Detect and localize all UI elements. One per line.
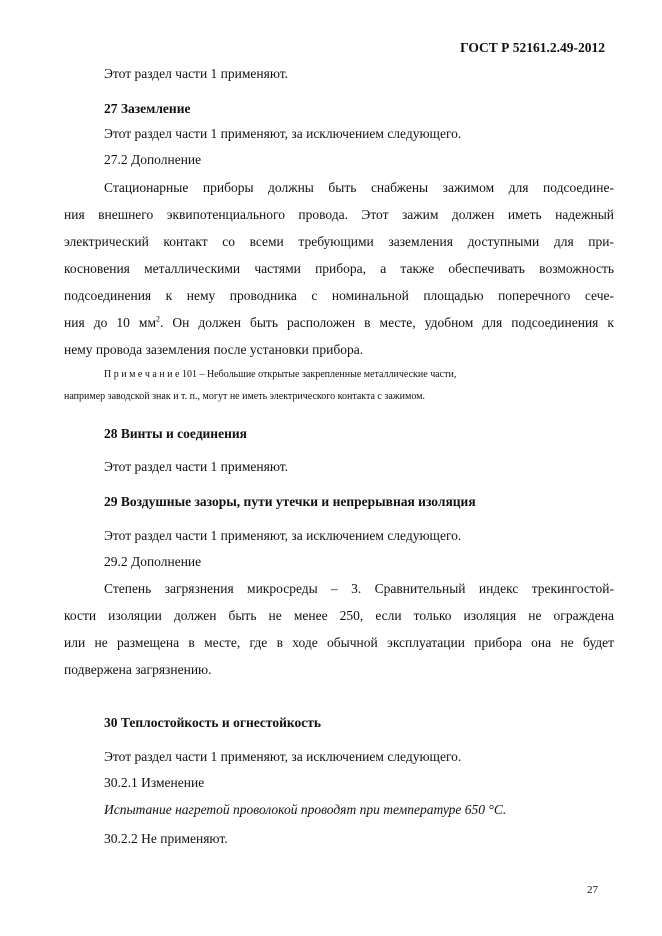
document-standard-id: ГОСТ Р 52161.2.49-2012 <box>460 40 605 55</box>
subsection-29-2-title: 29.2 Дополнение <box>104 554 202 569</box>
section-29-heading: 29 Воздушные зазоры, пути утечки и непрерывная изоляция <box>104 494 476 509</box>
section-27-intro: Этот раздел части 1 применяют, за исключением следующего. <box>104 126 462 141</box>
note-line: П р и м е ч а н и е 101 – Небольшие открытые закрепленные металлические части, <box>104 369 457 380</box>
paragraph-text: . Он должен быть расположен в месте, удобном для подсоединения к <box>159 315 614 330</box>
subsection-27-2-title: 27.2 Дополнение <box>104 152 202 167</box>
paragraph-line: или не размещена в месте, где в ходе обычной эксплуатации прибора она не будет <box>64 635 614 650</box>
section-30-intro: Этот раздел части 1 применяют, за исключением следующего. <box>104 749 462 764</box>
section-30-heading: 30 Теплостойкость и огнестойкость <box>104 715 321 730</box>
note-line: например заводской знак и т. п., могут не иметь электрического контакта с зажимом. <box>64 391 425 402</box>
section-28-heading: 28 Винты и соединения <box>104 426 247 441</box>
subsection-30-2-2-text: 30.2.2 Не применяют. <box>104 831 228 846</box>
paragraph-text: ния до 10 мм <box>64 315 156 330</box>
superscript: 2 <box>155 314 160 324</box>
subsection-30-2-1-title: 30.2.1 Изменение <box>104 775 205 790</box>
paragraph-line: Стационарные приборы должны быть снабжены зажимом для подсоедине- <box>104 180 614 195</box>
section-28-text: Этот раздел части 1 применяют. <box>104 459 289 474</box>
paragraph-line: подсоединения к нему проводника с номинальной площадью поперечного сече- <box>64 288 614 303</box>
paragraph-line: кости изоляции должен быть не менее 250, если только изоляция не ограждена <box>64 608 614 623</box>
page-number: 27 <box>587 884 598 896</box>
section-29-intro: Этот раздел части 1 применяют, за исключением следующего. <box>104 528 462 543</box>
paragraph-line: косновения металлическими частями прибора, а также обеспечивать возможность <box>64 261 614 276</box>
paragraph-line <box>64 315 614 331</box>
paragraph-line: ния внешнего эквипотенциального провода. Этот зажим должен иметь надежный <box>64 207 614 222</box>
paragraph-line: электрический контакт со всеми требующими заземления доступными для при- <box>64 234 614 249</box>
paragraph-line: подвержена загрязнению. <box>64 662 212 677</box>
subsection-30-2-1-text: Испытание нагретой проволокой проводят при температуре 650 °С. <box>104 802 507 817</box>
section-27-heading: 27 Заземление <box>104 101 191 116</box>
paragraph-line: нему провода заземления после установки прибора. <box>64 342 364 357</box>
section-26-text: Этот раздел части 1 применяют. <box>104 66 289 81</box>
paragraph-line: Степень загрязнения микросреды – 3. Сравнительный индекс трекингостой- <box>104 581 614 596</box>
